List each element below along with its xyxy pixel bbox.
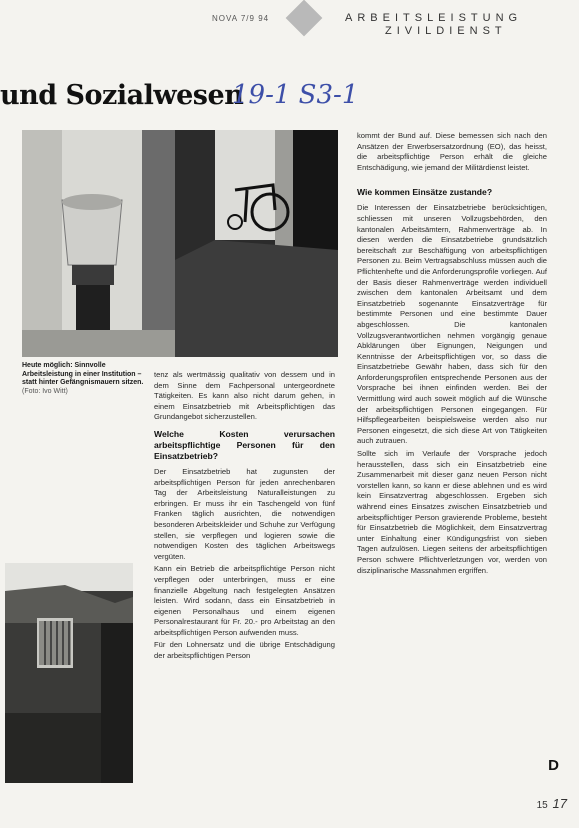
paragraph-right-2: Die Interessen der Einsatzbetriebe berücksichtigen, schliessen mit unseren Vollzugsbehörden, den kantonalen Arbeitsämtern, Rahmenverträge ab. In diesen werden die Einsatzbetriebe grundsätzlich bereitschaft zur Beschäftigung von arbeitspflichtigen Personen zu. Beim Vertragsabschluss müssen auch die Pflichtenhefte und die Anforderungsprofile vorliegen. Auf der Basis dieser Rahmenverträge werden individuell zwischen dem kantonalen Arbeitsamt und dem Einsatzbetrieb sogenannte Einsatzverträge für bestimmte Personen und eine bestimmte Dauer abgeschlossen. Die kantonalen Vollzugsverantwortlichen nehmen vorgängig genaue Abklärungen über Eignungen, Neigungen und Kenntnisse der Arbeitspflichtigen vor, so dass die Einsatzbetriebe Gewähr haben, dass sich für den Anforderungsprofilen entsprechende Personen aus der Vorsprache bei ihnen einfinden werden. Bei der Vermittlung wird auch soweit möglich auf die Wünsche der arbeitspflichtigen Personen eingegangen. Für Hilfspflegearbeiten beispielsweise werden also nur Personen eingesetzt, die sich diese Art von Tätigkeiten auch zutrauen. [357, 203, 547, 446]
paragraph-2: Der Einsatzbetrieb hat zugunsten der arbeitspflichtigen Person für jeden anrechenbaren Tag der Arbeitsleistung Naturalleistungen zu erbringen. Er muss ihr ein Taschengeld von fünf Franken täglich ausrichten, die notwendigen besonderen Arbeitskleider und Schuhe zur Verfügung stellen, sie verpflegen und logieren sowie die notwendigen Kosten des täglichen Arbeitswegs vergüten. [154, 466, 335, 561]
photo-wheelchair [175, 130, 338, 357]
photo-wheelchair-illustration [175, 130, 338, 357]
caption-text: Heute möglich: Sinnvolle Arbeitsleistung in einer Institution – statt hinter Gefängnismauern sitzen. [22, 362, 144, 386]
section-tab-letter: D [548, 757, 559, 774]
page-handwritten: 17 [552, 796, 567, 811]
paragraph-1: tenz als wertmässig qualitativ von dessem und in dem Sinne dem Fachpersonal untergeordnete Tätigkeiten. Es kann also nicht darum gehen, in einem Einsatzbetrieb mit Arbeitspflichtigen das Grundangebot sicherzustellen. [154, 370, 335, 422]
photo-prison-illustration [5, 563, 133, 783]
section-title: und Sozialwesen [0, 80, 244, 111]
photo-vase-illustration [22, 130, 175, 357]
caption-credit: (Foto: Ivo Witt) [22, 387, 68, 395]
article-column-right [357, 131, 547, 578]
photo-prison-wall [5, 563, 133, 783]
subheading-costs: Welche Kosten verursachen arbeitspflichtige Personen für den Einsatzbetrieb? [154, 428, 335, 461]
photo-vase [22, 130, 175, 357]
handwritten-note: 19-1 S3-1 [232, 80, 359, 110]
paragraph-4: Für den Lohnersatz und die übrige Entschädigung der arbeitspflichtigen Person [154, 640, 335, 661]
paragraph-3: Kann ein Betrieb die arbeitspflichtige Person nicht verpflegen oder unterbringen, muss er eine finanzielle Abgeltung nach festgelegten Ansätzen leisten. Wird sodann, dass ein Einsatzbetrieb in eigenen Personalhaus und einem eigenen Personalrestaurant für Fr. 20.- pro Arbeitstag an den arbeitspflichtigen Person aufwenden muss. [154, 564, 335, 637]
photo-caption [22, 362, 150, 396]
magazine-header [345, 12, 522, 38]
page-number [537, 796, 567, 811]
subheading-how: Wie kommen Einsätze zustande? [357, 187, 493, 198]
paragraph-right-1: kommt der Bund auf. Diese bemessen sich nach den Ansätzen der Erwerbsersatzordnung (EO), das heisst, die arbeitspflichtige Person erhält die gleiche Entschädigung, wie jemand der Militärdienst leistet. [357, 131, 547, 172]
page-number-value: 15 [536, 800, 548, 811]
diamond-logo [286, 0, 323, 36]
header-line-1: ARBEITSLEISTUNG [345, 12, 523, 24]
paragraph-right-3: Sollte sich im Verlaufe der Vorsprache jedoch herausstellen, dass sich ein Einsatzbetrieb eine Zusammenarbeit mit dieser ganz neuen Person nicht vorstellen kann, so kann er diese ablehnen und es wird kein Einsatzvertrag abgeschlossen. Ergeben sich während eines Einsatzes zwischen Einsatzbetrieb und arbeitspflichtiger Person gravierende Probleme, besteht für Einsatzbetrieb die Möglichkeit, dem Einsatzvertrag unter Einhaltung einer Kündigungsfrist von sieben Tagen aufzulösen. Liegen seitens der arbeitspflichtigen Person schwere Pflichtverletzungen vor, werden von disziplinarische Massnahmen ergriffen. [357, 449, 547, 575]
issue-label: NOVA 7/9 94 [212, 14, 270, 23]
article-column-middle [154, 370, 335, 664]
header-line-2: ZIVILDIENST [385, 25, 507, 37]
